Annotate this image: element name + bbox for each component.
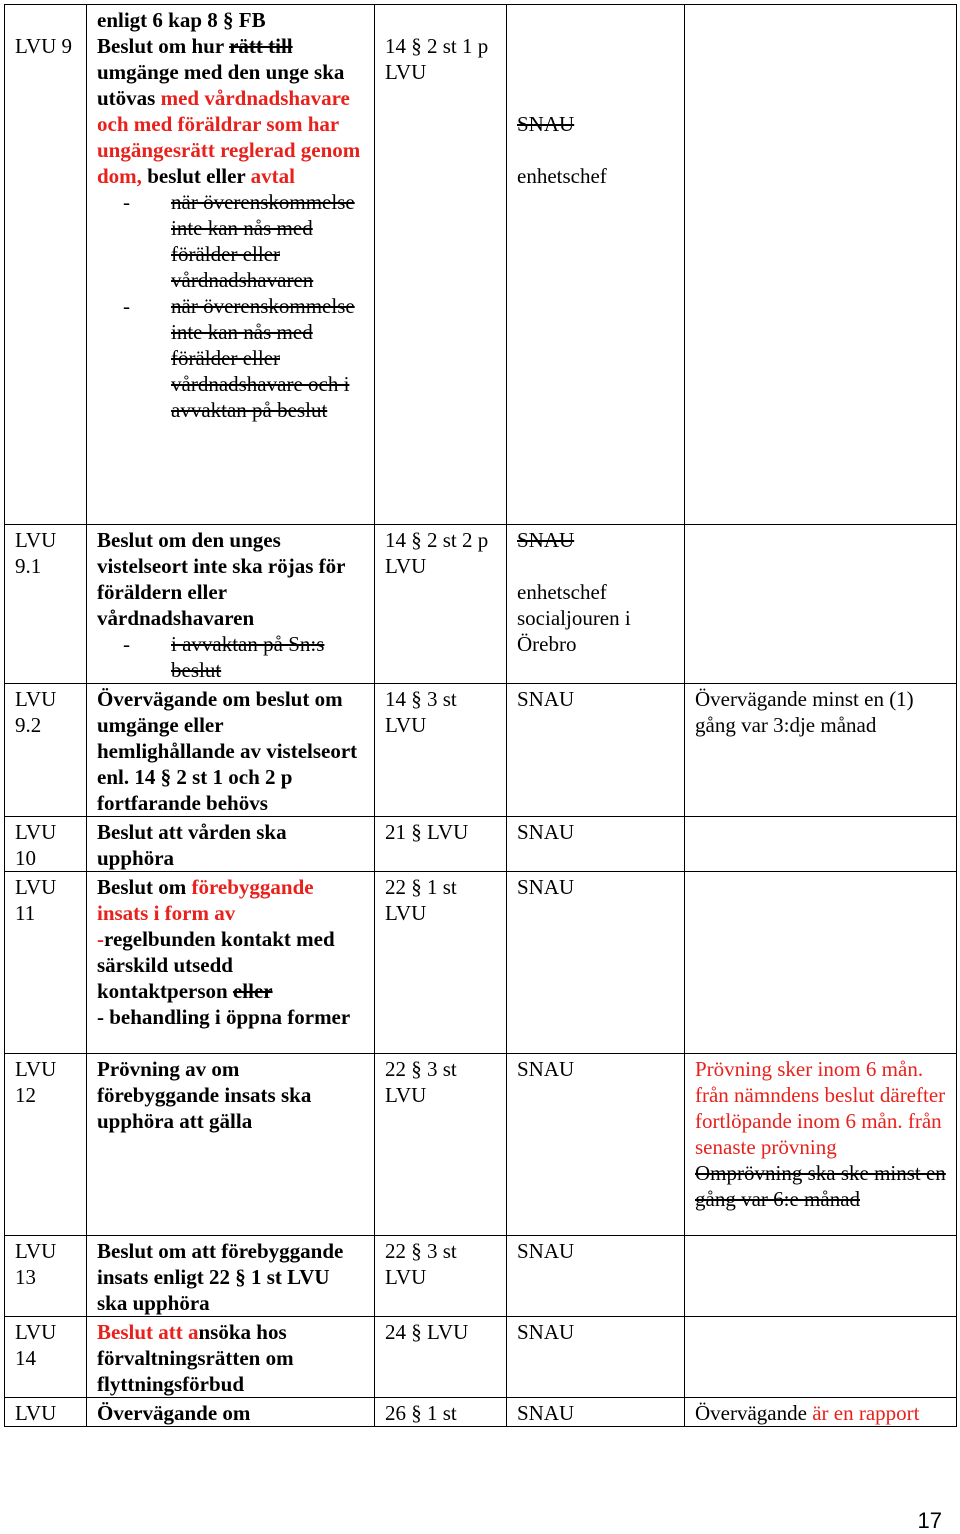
decision-cell: Övervägande om: [87, 1398, 375, 1427]
decision-cell: Prövning av om förebyggande insats ska upphöra att gälla: [87, 1054, 375, 1236]
code-cell: LVU 13: [5, 1236, 87, 1317]
table-row: [5, 1054, 957, 1236]
table-row: [5, 1398, 957, 1427]
delegate-cell: SNAU: [507, 817, 685, 872]
table-row: [5, 684, 957, 817]
code-cell: LVU 9.2: [5, 684, 87, 817]
note-cell: [685, 525, 957, 684]
delegate-cell: SNAU: [507, 1054, 685, 1236]
sub-item: - i avvaktan på Sn:s beslut: [123, 632, 325, 682]
decision-cell: Beslut att ansöka hos förvaltningsrätten om flyttningsförbud: [87, 1317, 375, 1398]
code-cell: LVU 11: [5, 872, 87, 1054]
note-cell: [685, 1236, 957, 1317]
table-row: [5, 872, 957, 1054]
decision-cell: Övervägande om beslut om umgänge eller hemlighållande av vistelseort enl. 14 § 2 st 1 och 2 p fortfarande behövs: [87, 684, 375, 817]
table-row: [5, 1317, 957, 1398]
law-cell: 26 § 1 st: [375, 1398, 507, 1427]
note-cell: [685, 5, 957, 525]
table-row: [5, 817, 957, 872]
note-cell: Prövning sker inom 6 mån. från nämndens beslut därefter fortlöpande inom 6 mån. från senaste prövning Omprövning ska ske minst en gång var 6:e månad: [685, 1054, 957, 1236]
code-cell: LVU: [5, 1398, 87, 1427]
table-row: [5, 525, 957, 684]
law-cell: 14 § 2 st 2 p LVU: [375, 525, 507, 684]
delegate-cell: SNAU enhetschef: [507, 5, 685, 525]
law-cell: 24 § LVU: [375, 1317, 507, 1398]
decision-cell: Beslut att vården ska upphöra: [87, 817, 375, 872]
note-cell: [685, 817, 957, 872]
decision-text: Beslut om hur rätt till umgänge med den unge ska utövas med vårdnadshavare och med föräldrar som har ungängesrätt reglerad genom dom, beslut eller avtal: [97, 34, 361, 188]
law-cell: 14 § 3 st LVU: [375, 684, 507, 817]
delegate-cell: SNAU: [507, 872, 685, 1054]
sub-item: - när överenskommelse inte kan nås med förälder eller vårdnadshavare och i avvaktan på beslut: [123, 294, 355, 422]
note-cell: Övervägande minst en (1) gång var 3:dje månad: [685, 684, 957, 817]
code-cell: LVU 9.1: [5, 525, 87, 684]
code-cell: LVU 14: [5, 1317, 87, 1398]
delegate-cell: SNAU: [507, 1398, 685, 1427]
law-cell: 14 § 2 st 1 p LVU: [375, 5, 507, 525]
table-row: [5, 1236, 957, 1317]
code-cell: LVU 10: [5, 817, 87, 872]
sub-item: - när överenskommelse inte kan nås med förälder eller vårdnadshavaren: [123, 190, 355, 292]
code-cell: LVU 9: [5, 5, 87, 525]
table-row: [5, 5, 957, 525]
law-cell: 22 § 3 st LVU: [375, 1236, 507, 1317]
law-cell: 21 § LVU: [375, 817, 507, 872]
decision-cell: Beslut om förebyggande insats i form av -regelbunden kontakt med särskild utsedd kontaktperson eller - behandling i öppna former: [87, 872, 375, 1054]
decision-cell: [87, 5, 375, 525]
delegate-cell: SNAU: [507, 1236, 685, 1317]
note-cell: [685, 872, 957, 1054]
note-cell: [685, 1317, 957, 1398]
decision-cell: Beslut om den unges vistelseort inte ska röjas för föräldern eller vårdnadshavaren - i avvaktan på Sn:s beslut: [87, 525, 375, 684]
page-number: 17: [917, 1508, 942, 1533]
decision-cell: Beslut om att förebyggande insats enligt 22 § 1 st LVU ska upphöra: [87, 1236, 375, 1317]
delegate-cell: SNAU: [507, 684, 685, 817]
decision-heading: enligt 6 kap 8 § FB: [97, 8, 266, 32]
law-cell: 22 § 3 st LVU: [375, 1054, 507, 1236]
delegate-cell: SNAU: [507, 1317, 685, 1398]
law-cell: 22 § 1 st LVU: [375, 872, 507, 1054]
delegate-cell: SNAU enhetschef socialjouren i Örebro: [507, 525, 685, 684]
delegation-table: [4, 4, 957, 1427]
code-cell: LVU 12: [5, 1054, 87, 1236]
note-cell: Övervägande är en rapport: [685, 1398, 957, 1427]
